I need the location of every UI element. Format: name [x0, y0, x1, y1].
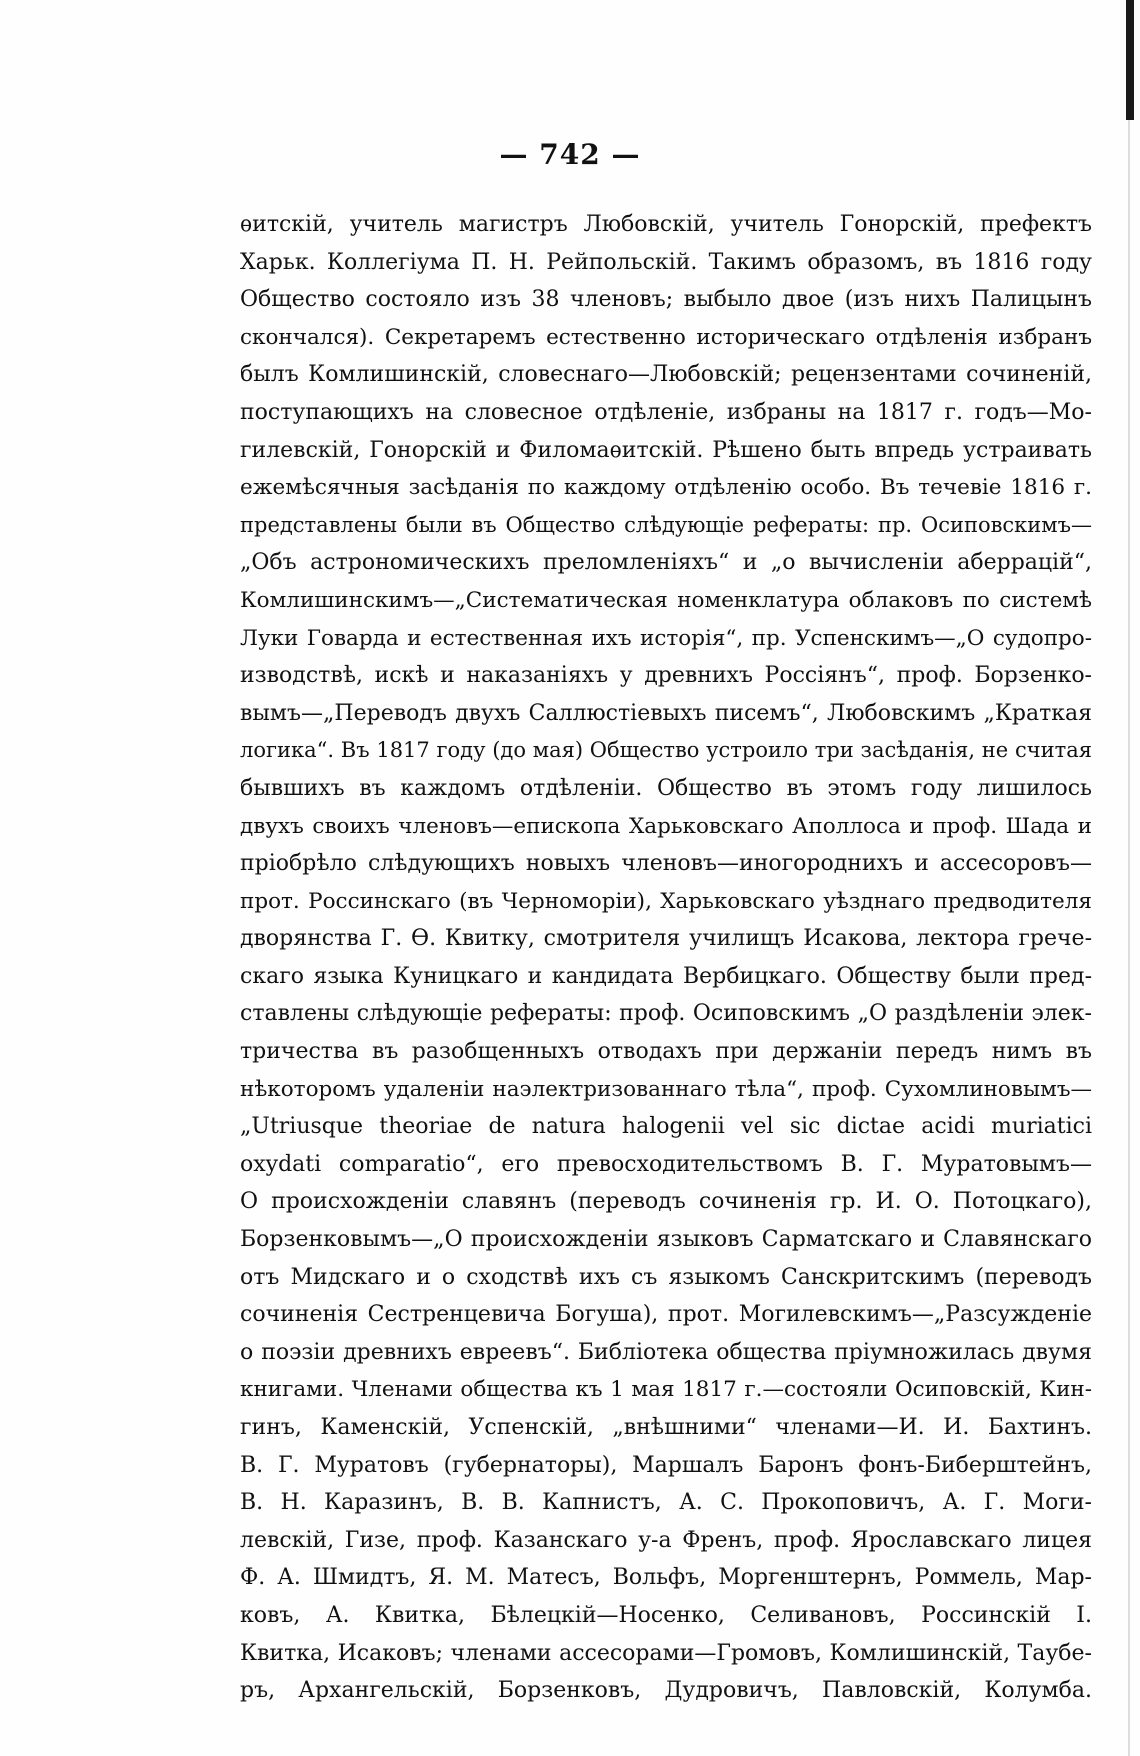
- text-line: прот. Россинскаго (въ Черноморіи), Харьковскаго уѣзднаго предводителя: [240, 888, 1092, 914]
- text-line: тричества въ разобщенныхъ отводахъ при держаніи передъ нимъ въ: [240, 1039, 1092, 1065]
- text-line: ѳитскій, учитель магистръ Любовскій, учитель Гонорскій, префектъ: [240, 212, 1092, 237]
- text-line: скончался). Секретаремъ естественно историческаго отдѣленія избранъ: [240, 324, 1092, 350]
- text-line: Харьк. Коллегіума П. Н. Рейпольскій. Такимъ образомъ, въ 1816 году: [240, 249, 1092, 275]
- text-line: ковъ, А. Квитка, Бѣлецкій—Носенко, Селивановъ, Россинскій I.: [240, 1602, 1092, 1628]
- text-line: книгами. Членами общества къ 1 мая 1817 г.—состояли Осиповскій, Кин-: [240, 1377, 1092, 1403]
- text-line: скаго языка Куницкаго и кандидата Вербицкаго. Обществу были пред-: [240, 963, 1092, 989]
- text-line: В. Н. Каразинъ, В. В. Капнистъ, А. С. Прокоповичъ, А. Г. Моги-: [240, 1490, 1092, 1516]
- text-line: нѣкоторомъ удаленіи наэлектризованнаго тѣла“, проф. Сухомлиновымъ—: [240, 1076, 1092, 1102]
- text-line: левскій, Гизе, проф. Казанскаго у-а Френъ, проф. Ярославскаго лицея: [240, 1527, 1092, 1553]
- text-line: двухъ своихъ членовъ—епископа Харьковскаго Аполлоса и проф. Шада и: [240, 813, 1092, 839]
- text-line: ръ, Архангельскій, Борзенковъ, Дудровичъ, Павловскій, Колумба.: [240, 1678, 1092, 1704]
- text-line: Комлишинскимъ—„Систематическая номенклатура облаковъ по системѣ: [240, 587, 1092, 613]
- text-line: логика“. Въ 1817 году (до мая) Общество устроило три засѣданія, не считая: [240, 738, 1092, 763]
- text-line: Борзенковымъ—„О происхожденіи языковъ Сарматскаго и Славянскаго: [240, 1227, 1092, 1253]
- text-line: Квитка, Исаковъ; членами ассесорами—Громовъ, Комлишинскій, Таубе-: [240, 1640, 1092, 1666]
- scan-edge-mark: [1126, 0, 1134, 120]
- scan-edge-line: [1128, 120, 1130, 1756]
- text-line: О происхожденіи славянъ (переводъ сочиненія гр. И. О. Потоцкаго),: [240, 1189, 1092, 1215]
- text-line: „Объ астрономическихъ преломленіяхъ“ и „о вычисленіи аберрацій“,: [240, 550, 1092, 576]
- text-line: пріобрѣло слѣдующихъ новыхъ членовъ—иногороднихъ и ассесоровъ—: [240, 851, 1092, 877]
- text-line: дворянства Г. Ѳ. Квитку, смотрителя училищъ Исакова, лектора грече-: [240, 926, 1092, 952]
- text-line: Общество состояло изъ 38 членовъ; выбыло двое (изъ нихъ Палицынъ: [240, 287, 1092, 313]
- text-line: бывшихъ въ каждомъ отдѣленіи. Общество въ этомъ году лишилось: [240, 775, 1092, 801]
- text-line: гилевскій, Гонорскій и Филомаѳитскій. Рѣшено быть впредь устраивать: [240, 437, 1092, 463]
- page-number: — 742 —: [499, 138, 641, 171]
- text-line: былъ Комлишинскій, словеснаго—Любовскій; рецензентами сочиненій,: [240, 362, 1092, 388]
- text-line: гинъ, Каменскій, Успенскій, „внѣшними“ членами—И. И. Бахтинъ.: [240, 1415, 1092, 1440]
- text-line: ежемѣсячныя засѣданія по каждому отдѣленію особо. Въ течевіе 1816 г.: [240, 475, 1092, 501]
- text-line: представлены были въ Общество слѣдующіе рефераты: пр. Осиповскимъ—: [240, 512, 1092, 537]
- text-line: изводствѣ, искѣ и наказаніяхъ у древнихъ Россіянъ“, проф. Борзенко-: [240, 663, 1092, 689]
- text-line: сочиненія Сестренцевича Богуша), прот. Могилевскимъ—„Разсужденіе: [240, 1302, 1092, 1328]
- text-line: В. Г. Муратовъ (губернаторы), Маршалъ Баронъ фонъ-Биберштейнъ,: [240, 1452, 1092, 1478]
- text-line: ставлены слѣдующіе рефераты: проф. Осиповскимъ „О раздѣленіи элек-: [240, 1001, 1092, 1027]
- text-line: Луки Говарда и естественная ихъ исторія“, пр. Успенскимъ—„О судопро-: [240, 625, 1092, 651]
- text-line: oxydati comparatio“, его превосходительствомъ В. Г. Муратовымъ—: [240, 1151, 1092, 1177]
- text-line: отъ Мидскаго и о сходствѣ ихъ съ языкомъ Санскритскимъ (переводъ: [240, 1264, 1092, 1290]
- text-line: о поэзіи древнихъ евреевъ“. Библіотека общества пріумножилась двумя: [240, 1339, 1092, 1365]
- text-line: Ф. А. Шмидтъ, Я. М. Матесъ, Вольфъ, Моргенштернъ, Роммель, Мар-: [240, 1565, 1092, 1591]
- text-line: вымъ—„Переводъ двухъ Саллюстіевыхъ писемъ“, Любовскимъ „Краткая: [240, 700, 1092, 726]
- text-line: поступающихъ на словесное отдѣленіе, избраны на 1817 г. годъ—Мо-: [240, 399, 1092, 425]
- body-text: [240, 206, 1092, 1710]
- text-line: „Utriusque theoriae de natura halogenii vel sic dictae acidi muriatici: [240, 1114, 1092, 1140]
